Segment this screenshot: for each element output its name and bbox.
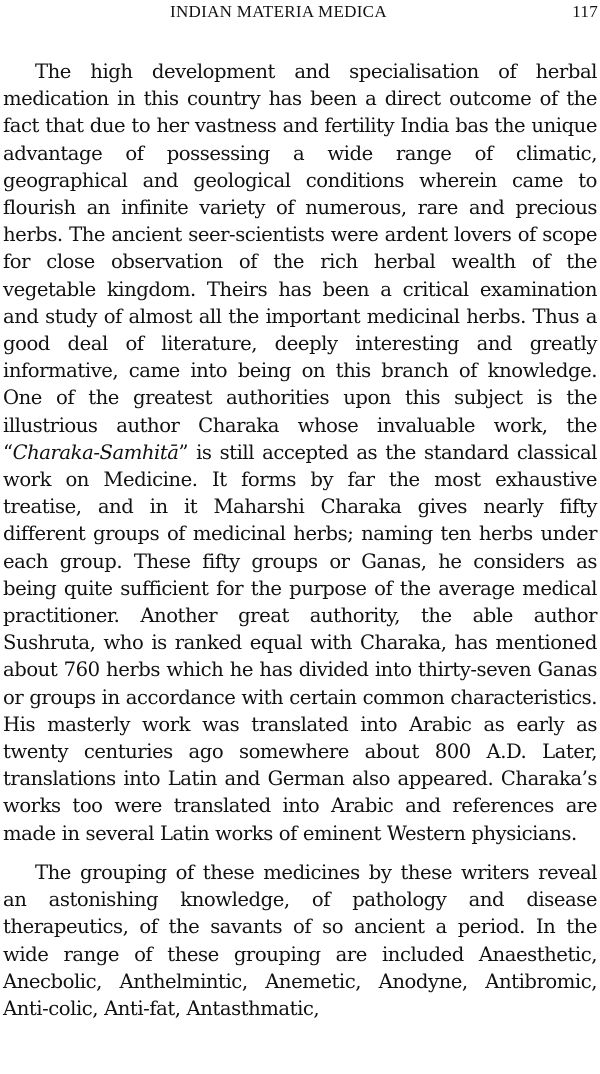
paragraph-text: ” is still accepted as the standard classical work on Medicine. It forms by far the most exhaustive treatise, and in it Maharshi Charaka gives nearly fifty different groups of medicinal herbs; naming ten herbs under each group. These fifty groups or Ganas, he considers as being quite sufficient for the purpose of the average medical practitioner. Another great authority, the able author Sushruta, who is ranked equal with Charaka, has mentioned about 760 herbs which he has divided into thirty-seven Ganas or groups in accordance with certain common characteristics. His masterly work was translated into Arabic as early as twenty centuries ago somewhere about 800 A.D. Later, translations into Latin and German also appeared. Charaka’s works too were translated into Arabic and references are made in several Latin works of eminent Western physicians. [3,440,597,845]
page-number: 117 [572,2,598,21]
body-text [3,58,597,1022]
paragraph-grouping-of-medicines: The grouping of these medicines by these writers reveal an astonishing knowledge, of pathology and disease therapeutics, of the savants of so ancient a period. In the wide range of these grouping are included Anaesthetic, Anecbolic, Anthelmintic, Anemetic, Anodyne, Antibromic, Anti-colic, Anti-fat, Antasthmatic, [3,860,597,1020]
work-title-italic: Charaka-Samhitā [12,440,179,464]
paragraph-text: The high development and specialisation of herbal medication in this country has been a direct outcome of the fact that due to her vastness and fertility India bas the unique advantage of possessing a wide range of climatic, geographical and geological conditions wherein came to flourish an infinite variety of numerous, rare and precious herbs. The ancient seer-scientists were ardent lovers of scope for close observation of the rich herbal wealth of the vegetable kingdom. Theirs has been a critical examination and study of almost all the important medicinal herbs. Thus a good deal of literature, deeply interesting and greatly informative, came into being on this branch of knowledge. One of the greatest authorities upon this subject is the illustrious author Charaka whose invaluable work, the “ [3,60,597,464]
running-head [0,2,600,28]
running-title: INDIAN MATERIA MEDICA [170,2,387,21]
paragraph-herbal-medication [3,58,597,847]
